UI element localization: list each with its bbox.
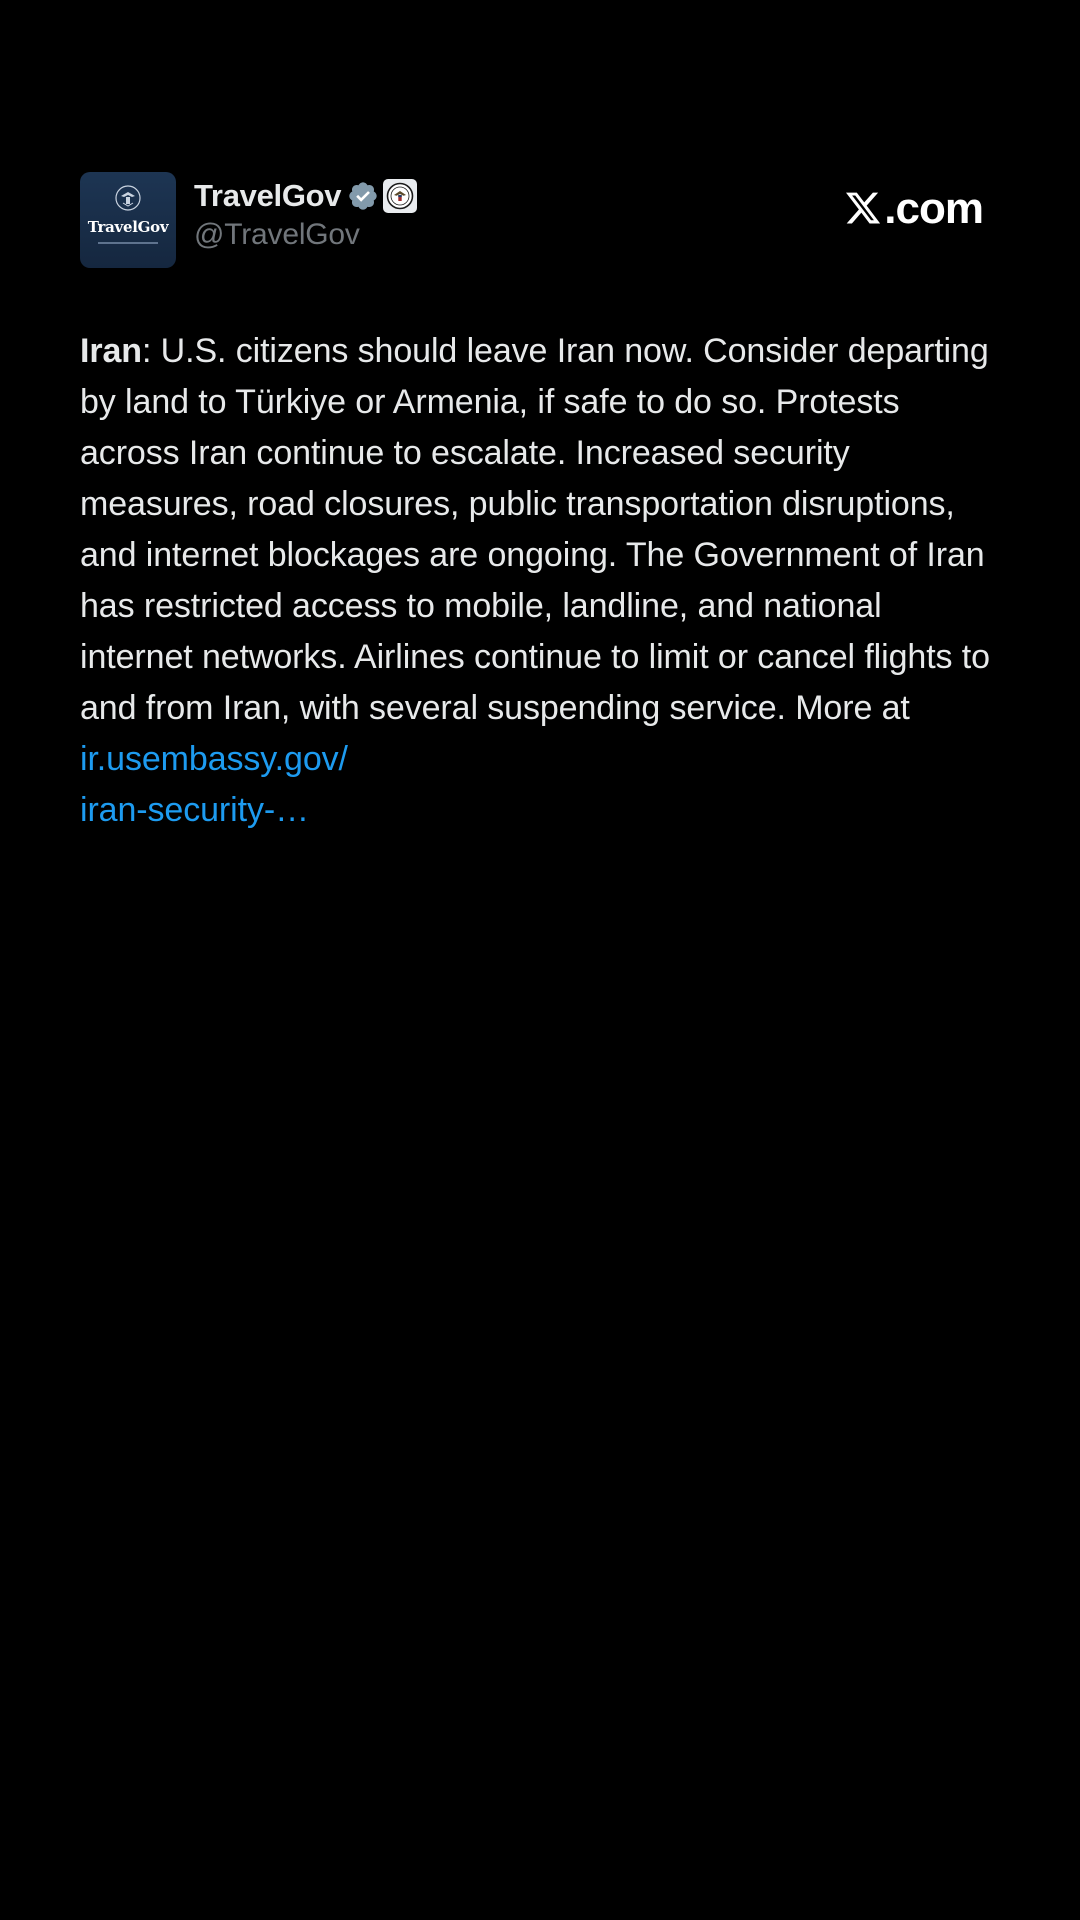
affiliation-badge[interactable] <box>383 179 417 213</box>
avatar[interactable] <box>80 172 176 268</box>
author-names <box>194 176 417 252</box>
tweet-text <box>80 326 1000 836</box>
x-com-label: .com <box>884 184 983 233</box>
tweet-link-line2: iran-security-… <box>80 791 309 829</box>
verified-badge-icon[interactable] <box>347 180 379 212</box>
tweet-body: : U.S. citizens should leave Iran now. Consider departing by land to Türkiye or Armenia, if safe to do so. Protests across Iran continue to escalate. Increased security measures, road closures, public transportation disruptions, and internet blockages are ongoing. The Government of Iran has restricted access to mobile, landline, and national internet networks. Airlines continue to limit or cancel flights to and from Iran, with several suspending service. More at <box>80 332 990 727</box>
us-state-department-seal-icon <box>386 182 414 210</box>
eagle-seal-icon <box>114 184 142 212</box>
display-name[interactable]: TravelGov <box>194 178 342 213</box>
tweet-bold-lead: Iran <box>80 332 142 370</box>
x-com-watermark <box>844 184 983 234</box>
tweet-link-line1: ir.usembassy.gov/ <box>80 740 348 778</box>
handle[interactable]: @TravelGov <box>194 218 360 251</box>
x-logo-icon <box>844 189 882 227</box>
tweet-card <box>80 172 1000 836</box>
avatar-subline <box>98 242 158 244</box>
avatar-label: TravelGov <box>87 218 169 236</box>
tweet-header <box>80 172 1000 268</box>
tweet-link[interactable] <box>80 740 348 829</box>
name-row <box>194 176 417 216</box>
